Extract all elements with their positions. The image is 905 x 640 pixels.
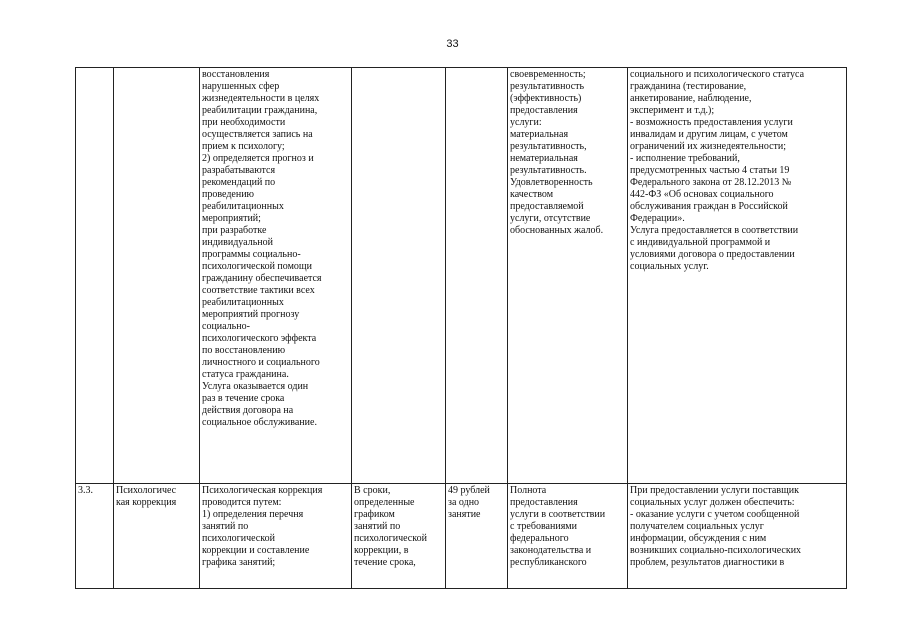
row-number-cell xyxy=(76,68,114,484)
service-price-cell xyxy=(446,484,508,589)
service-name-cell xyxy=(114,68,200,484)
service-description-cell xyxy=(200,68,352,484)
table-row xyxy=(76,484,847,589)
service-description-cell xyxy=(200,484,352,589)
row-number: 3.3. xyxy=(78,485,93,496)
service-conditions-cell xyxy=(628,484,847,589)
service-conditions: социального и психологического статуса гражданина (тестирование, анкетирование, наблюдение, эксперимент и т.д.); - возможность предоставления услуги инвалидам и другим лицам, с учетом ограничений их жизнедеятельности; - исполнение требований, предусмотренных частью 4 статьи 19 Федерального закона от 28.12.2013 № 442-ФЗ «Об основах социального обслуживания граждан в Российской Федерации». Услуга предоставляется в соответствии с индивидуальной программой и условиями договора о предоставлении социальных услуг. xyxy=(630,69,805,272)
table-row xyxy=(76,68,847,484)
service-price: 49 рублей за одно занятие xyxy=(448,485,490,520)
quality-indicators: своевременность; результативность (эффективность) предоставления услуги: материальная результативность, нематериальная результативность. Удовлетворенность качеством предоставляемой услуги, отсутствие обоснованных жалоб. xyxy=(510,69,604,236)
services-table xyxy=(75,67,847,589)
service-terms: В сроки, определенные графиком занятий по психологической коррекции, в течение срока, xyxy=(354,485,427,568)
service-conditions-cell xyxy=(628,68,847,484)
service-description: восстановления нарушенных сфер жизнедеятельности в целях реабилитации гражданина, при необходимости осуществляется запись на прием к психологу; 2) определяется прогноз и разрабатываются рекомендаций по проведению реабилитационных мероприятий; при разработке индивидуальной программы социально- психологической помощи гражданину обеспечивается соответствие тактики всех реабилитационных мероприятий прогнозу социально- психологического эффекта по восстановлению личностного и социального статуса гражданина. Услуга оказывается один раз в течение срока действия договора на социальное обслуживание. xyxy=(202,69,322,428)
service-conditions: При предоставлении услуги поставщик социальных услуг должен обеспечить: - оказание услуги с учетом сообщенной получателем социальных услуг информации, обсуждения с ним возникших социально-психологических проблем, результатов диагностики в xyxy=(630,485,802,568)
page-number: 33 xyxy=(446,38,459,50)
service-price-cell xyxy=(446,68,508,484)
service-description: Психологическая коррекция проводится путем: 1) определения перечня занятий по психологической коррекции и составление графика занятий; xyxy=(202,485,323,568)
quality-indicators: Полнота предоставления услуги в соответствии с требованиями федерального законодательства и республиканского xyxy=(510,485,606,568)
quality-indicators-cell xyxy=(508,68,628,484)
service-terms-cell xyxy=(352,484,446,589)
service-name-cell xyxy=(114,484,200,589)
service-name: Психологичес кая коррекция xyxy=(116,485,177,508)
service-terms-cell xyxy=(352,68,446,484)
row-number-cell xyxy=(76,484,114,589)
quality-indicators-cell xyxy=(508,484,628,589)
